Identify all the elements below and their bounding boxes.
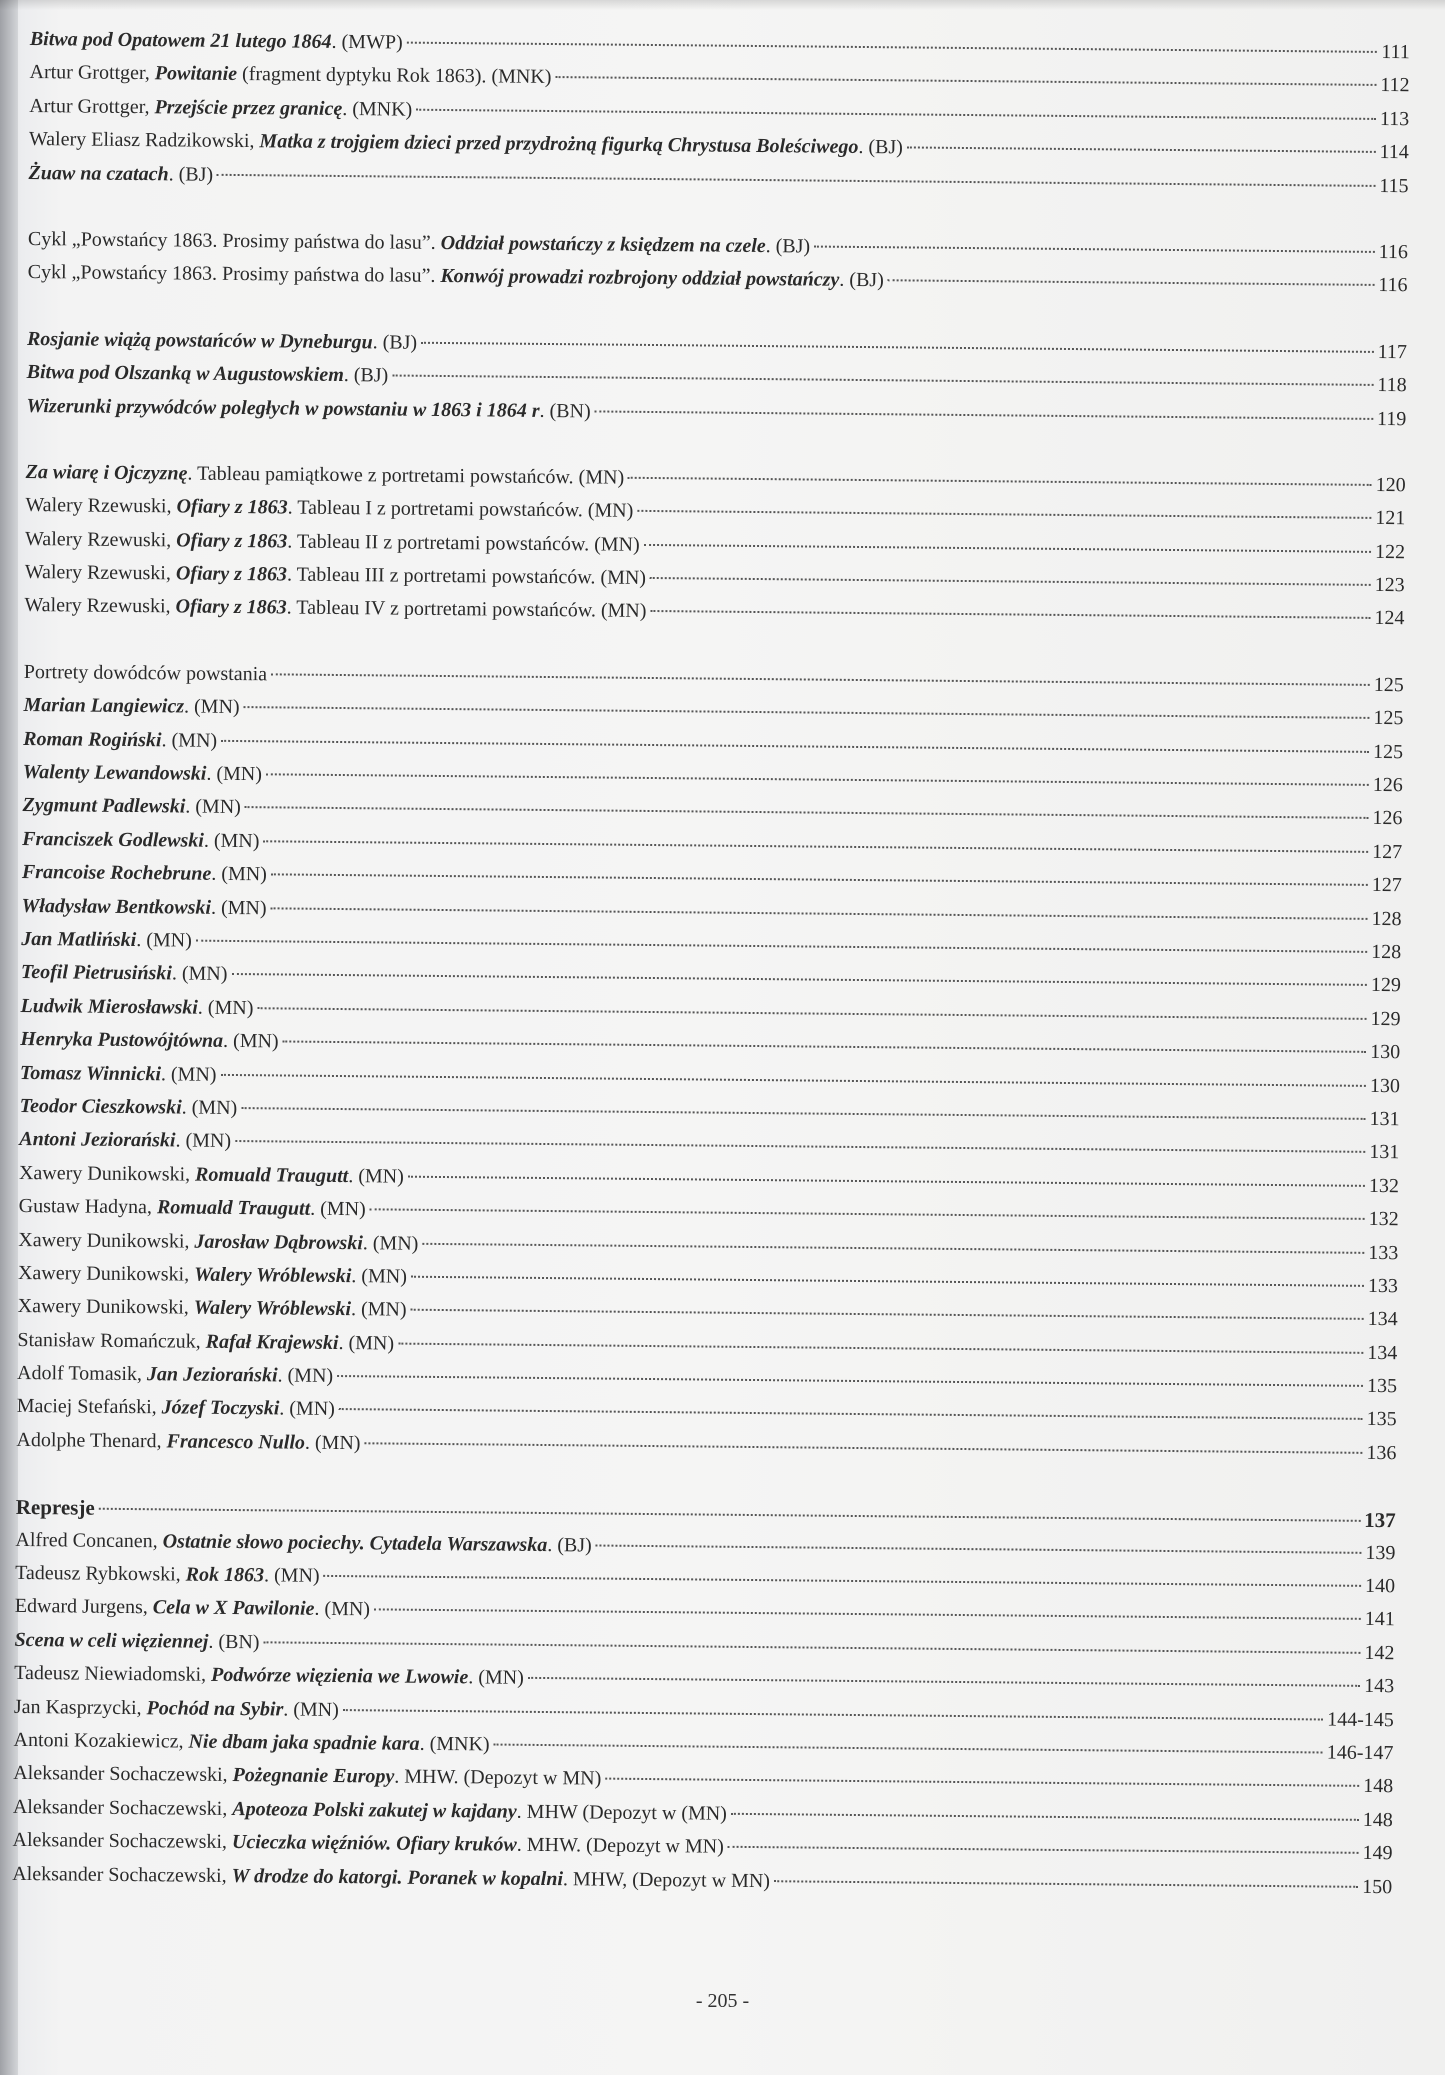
entry-author: Xawery Dunikowski, — [18, 1161, 196, 1186]
entry-title: Jan Matliński — [21, 927, 137, 952]
entry-page-number: 123 — [1374, 574, 1405, 597]
entry-note: . (MN) — [175, 1129, 232, 1153]
entry-title: Nie dbam jaka spadnie kara — [188, 1730, 420, 1755]
entry-page-number: 118 — [1377, 374, 1407, 397]
entry-page-number: 132 — [1368, 1208, 1399, 1231]
entry-page-number: 149 — [1362, 1842, 1393, 1865]
entry-note: . (MN) — [211, 862, 268, 886]
entry-title: Oddział powstańczy z księdzem na czele — [440, 231, 766, 258]
dot-leader — [528, 1677, 1360, 1687]
dot-leader — [343, 1709, 1323, 1720]
entry-title: Teofil Pietrusiński — [20, 961, 172, 985]
entry-note: . (MN) — [283, 1698, 339, 1721]
dot-leader — [231, 973, 1366, 986]
entry-page-number: 124 — [1374, 607, 1405, 630]
entry-text — [15, 1562, 320, 1588]
entry-page-number: 129 — [1370, 1007, 1401, 1030]
entry-title: Rosjanie wiążą powstańców w Dyneburgu — [26, 327, 373, 354]
dot-leader — [324, 1575, 1362, 1587]
entry-page-number: 148 — [1362, 1808, 1393, 1831]
entry-title: Bitwa pod Olszanką w Augustowskiem — [26, 361, 344, 387]
entry-title: Bitwa pod Opatowem 21 lutego 1864 — [29, 28, 332, 53]
dot-leader — [245, 807, 1369, 820]
entry-page-number: 126 — [1372, 807, 1403, 830]
entry-author: Artur Grottger, — [29, 94, 155, 118]
entry-title: Cela w X Pawilonie — [152, 1596, 315, 1621]
entry-note: . (MN) — [160, 1062, 217, 1086]
entry-title: Romuald Traugutt — [156, 1196, 311, 1220]
entry-author: Stanisław Romańczuk, — [17, 1328, 206, 1353]
entry-page-number: 131 — [1369, 1141, 1400, 1164]
entry-title: Pochód na Sybir — [146, 1696, 284, 1721]
entry-page-number: 121 — [1375, 507, 1406, 530]
entry-title: Władysław Bentkowski — [21, 894, 212, 919]
entry-title: Franciszek Godlewski — [22, 827, 205, 852]
entry-title: Ludwik Mierosławski — [20, 994, 198, 1019]
dot-leader — [605, 1778, 1359, 1787]
entry-author: Portrety dowódców powstania — [23, 660, 268, 686]
entry-text — [18, 1295, 407, 1322]
entry-author: Walery Rzewuski, — [24, 594, 176, 618]
entry-note: (fragment dyptyku Rok 1863). (MNK) — [236, 63, 552, 89]
entry-text — [19, 1162, 404, 1189]
entry-page-number: 116 — [1378, 274, 1408, 297]
entry-page-number: 141 — [1364, 1608, 1395, 1631]
dot-leader — [266, 773, 1369, 786]
entry-author: Alfred Concanen, — [15, 1528, 163, 1552]
entry-title: Za wiarę i Ojczyznę — [25, 460, 188, 485]
entry-title: Rafał Krajewski — [205, 1330, 339, 1354]
entry-author: Aleksander Sochaczewski, — [12, 1795, 233, 1820]
entry-text — [26, 461, 625, 490]
entry-text — [30, 28, 403, 55]
dot-leader — [99, 1508, 1361, 1522]
dot-leader — [370, 1208, 1365, 1220]
entry-text — [20, 1095, 238, 1120]
entry-title: W drodze do katorgi. Poranek w kopalni — [231, 1864, 564, 1890]
dot-leader — [263, 840, 1368, 853]
section-page-number: 137 — [1364, 1508, 1396, 1533]
entry-title: Jan Jeziorański — [146, 1363, 278, 1387]
dot-leader — [814, 245, 1375, 252]
entry-title: Antoni Jeziorański — [19, 1128, 176, 1152]
entry-author: Jan Kasprzycki, — [13, 1695, 147, 1719]
entry-text — [13, 1729, 489, 1757]
entry-note: . (BJ) — [858, 136, 903, 159]
dot-leader — [244, 706, 1370, 719]
entry-title: Marian Langiewicz — [23, 694, 185, 718]
entry-title: Konwój prowadzi rozbrojony oddział powstańczy — [440, 265, 840, 292]
entry-note: . (MN) — [222, 1030, 279, 1053]
entry-text — [22, 861, 267, 886]
entry-page-number: 128 — [1371, 907, 1402, 930]
entry-page-number: 112 — [1380, 74, 1410, 97]
entry-title: Powitanie — [154, 62, 238, 86]
dot-leader — [271, 907, 1368, 920]
dot-leader — [235, 1140, 1365, 1153]
entry-text — [14, 1662, 524, 1690]
entry-title: Matka z trojgiem dzieci przed przydrożną figurką Chrystusa Boleściwego — [259, 130, 859, 159]
dot-leader — [731, 1813, 1359, 1821]
dot-leader — [398, 1342, 1363, 1353]
dot-leader — [271, 673, 1370, 686]
entry-page-number: 136 — [1366, 1441, 1397, 1465]
entry-note: . (MN) — [210, 896, 267, 919]
entry-note: . (MN) — [362, 1231, 419, 1255]
entry-page-number: 113 — [1379, 107, 1410, 131]
entry-page-number: 127 — [1372, 840, 1403, 864]
entry-title: Scena w celi więziennej — [14, 1628, 209, 1653]
entry-page-number: 129 — [1370, 974, 1401, 997]
entry-note: . (BJ) — [372, 331, 418, 354]
entry-page-number: 142 — [1364, 1641, 1395, 1664]
entry-author: Adolphe Thenard, — [16, 1428, 167, 1453]
entry-title: Rok 1863 — [185, 1563, 265, 1587]
entry-text — [17, 1362, 333, 1388]
entry-note: . (BJ) — [343, 364, 389, 387]
entry-page-number: 120 — [1375, 473, 1406, 497]
entry-note: . (MN) — [350, 1298, 407, 1321]
entry-title: Ofiary z 1863 — [175, 562, 288, 586]
dot-leader — [421, 342, 1374, 353]
dot-leader — [595, 410, 1373, 419]
dot-leader — [411, 1309, 1364, 1320]
entry-text — [23, 761, 262, 786]
entry-text — [17, 1329, 394, 1356]
entry-text — [25, 494, 633, 523]
entry-note: . (MN) — [136, 929, 192, 952]
entry-page-number: 127 — [1371, 874, 1402, 897]
entry-title: Podwórze więzienia we Lwowie — [210, 1664, 469, 1689]
entry-text — [26, 394, 591, 422]
dot-leader — [217, 173, 1375, 186]
entry-title: Walery Wróblewski — [193, 1296, 352, 1321]
entry-author: Tadeusz Niewiadomski, — [14, 1662, 212, 1687]
entry-title: Teodor Cieszkowski — [19, 1094, 182, 1119]
entry-author: Walery Rzewuski, — [24, 561, 177, 585]
entry-note: . (MN) — [348, 1164, 404, 1188]
dot-leader — [650, 577, 1371, 586]
entry-note: . (BN) — [208, 1630, 260, 1654]
entry-note: . Tableau I z portretami powstańców. (MN) — [287, 496, 634, 523]
entry-author: Walery Eliasz Radzikowski, — [28, 128, 260, 153]
entry-text — [29, 61, 551, 89]
entry-page-number: 144-145 — [1327, 1708, 1394, 1731]
entry-note: . MHW (Depozyt w (MN) — [516, 1800, 727, 1825]
entry-author: Gustaw Hadyna, — [18, 1195, 158, 1219]
entry-page-number: 134 — [1367, 1308, 1398, 1331]
entry-title: Ucieczka więźniów. Ofiary kruków — [231, 1831, 517, 1856]
entry-note: . (MN) — [279, 1397, 335, 1421]
entry-text — [13, 1762, 601, 1791]
entry-page-number: 116 — [1378, 240, 1409, 264]
dot-leader — [392, 375, 1373, 386]
entry-page-number: 111 — [1381, 40, 1410, 64]
entry-text — [21, 961, 228, 986]
entry-text — [15, 1595, 370, 1621]
entry-note: . Tableau pamiątkowe z portretami powstańców. (MN) — [187, 462, 625, 489]
entry-page-number: 119 — [1376, 407, 1407, 430]
dot-leader — [494, 1743, 1323, 1753]
entry-note: . Tableau II z portretami powstańców. (MN) — [287, 530, 640, 556]
entry-title: Francesco Nullo — [166, 1430, 306, 1454]
entry-text — [20, 1061, 217, 1086]
entry-author: Tadeusz Rybkowski, — [15, 1561, 186, 1586]
entry-note: . (BJ) — [765, 235, 811, 258]
entry-note: . Tableau III z portretami powstańców. (MN) — [286, 563, 647, 590]
dot-leader — [337, 1375, 1363, 1387]
entry-note: . MHW, (Depozyt w MN) — [562, 1867, 771, 1892]
entry-note: . (MN) — [338, 1331, 395, 1355]
dot-leader — [628, 477, 1372, 486]
entry-page-number: 125 — [1373, 707, 1404, 730]
entry-title: Francoise Rochebrune — [21, 861, 212, 885]
entry-title: Józef Toczyski — [161, 1396, 280, 1420]
entry-text — [19, 1128, 231, 1153]
entry-note: . (MN) — [185, 795, 241, 819]
entry-text — [23, 694, 239, 719]
dot-leader — [411, 1276, 1364, 1287]
entry-text — [24, 661, 268, 686]
entry-note: . (MN) — [277, 1364, 334, 1388]
entry-text — [20, 1028, 279, 1053]
entry-title: Ostatnie słowo pociechy. Cytadela Warszawska — [162, 1529, 548, 1556]
dot-leader — [422, 1242, 1364, 1253]
dot-leader — [407, 42, 1378, 53]
entry-author: Aleksander Sochaczewski, — [13, 1762, 233, 1787]
entry-page-number: 143 — [1364, 1675, 1395, 1698]
entry-text — [17, 1395, 335, 1421]
entry-text — [29, 95, 412, 122]
dot-leader — [907, 147, 1376, 153]
entry-text — [18, 1228, 418, 1255]
entry-text — [22, 794, 241, 819]
entry-title: Pożegnanie Europy — [232, 1764, 395, 1788]
entry-author: Walery Rzewuski, — [25, 494, 177, 518]
entry-title: Ofiary z 1863 — [176, 495, 288, 519]
entry-note: . (MN) — [183, 695, 240, 719]
entry-page-number: 140 — [1365, 1574, 1396, 1598]
dot-leader — [264, 1641, 1361, 1654]
entry-note: . (BN) — [539, 399, 591, 422]
dot-leader — [374, 1609, 1361, 1620]
entry-page-number: 117 — [1377, 340, 1408, 363]
entry-text — [16, 1429, 360, 1455]
entry-page-number: 125 — [1373, 673, 1404, 697]
entry-text — [27, 328, 417, 355]
entry-page-number: 135 — [1366, 1374, 1398, 1398]
dot-leader — [220, 1073, 1365, 1086]
entry-note: . (MWP) — [331, 30, 403, 54]
entry-note: . (BJ) — [168, 162, 214, 186]
entry-text — [14, 1696, 339, 1722]
dot-leader — [339, 1408, 1363, 1420]
entry-page-number: 125 — [1373, 740, 1404, 763]
entry-title: Żuaw na czatach — [28, 161, 169, 185]
entry-note: . (MN) — [161, 728, 218, 752]
entry-page-number: 114 — [1379, 141, 1409, 164]
entry-page-number: 132 — [1368, 1174, 1400, 1197]
dot-leader — [596, 1544, 1362, 1553]
section-title: Represje — [15, 1495, 95, 1520]
entry-note: . (MN) — [263, 1564, 320, 1587]
dot-leader — [241, 1107, 1365, 1120]
entry-text — [15, 1529, 591, 1558]
entry-title: Tomasz Winnicki — [19, 1061, 162, 1085]
entry-note: . (MN) — [314, 1598, 371, 1621]
dot-leader — [257, 1007, 1366, 1020]
entry-author: Walery Rzewuski, — [24, 527, 177, 552]
entry-note: . (MN) — [197, 996, 254, 1019]
entry-author: Edward Jurgens, — [14, 1595, 153, 1619]
dot-leader — [408, 1175, 1365, 1186]
entry-title: Zygmunt Padlewski — [22, 794, 186, 818]
dot-leader — [774, 1880, 1358, 1888]
dot-leader — [196, 940, 1367, 953]
page-shadow — [0, 0, 1445, 10]
entry-title: Apoteoza Polski zakutej w kajdany — [232, 1797, 517, 1823]
entry-author: Artur Grottger, — [29, 61, 155, 85]
entry-author: Maciej Stefański, — [16, 1395, 162, 1419]
entry-text — [25, 528, 640, 557]
entry-title: Henryka Pustowójtówna — [20, 1028, 224, 1053]
dot-leader — [637, 510, 1371, 519]
entry-title: Jarosław Dąbrowski — [194, 1230, 363, 1254]
entry-author: Xawery Dunikowski, — [17, 1295, 194, 1319]
entry-note: . (MN) — [310, 1197, 366, 1221]
page-number: - 205 - — [695, 1990, 750, 2012]
entry-title: Walenty Lewandowski — [22, 760, 207, 785]
entry-note: . MHW. (Depozyt w MN) — [516, 1833, 724, 1858]
dot-leader — [650, 610, 1370, 619]
entry-page-number: 146-147 — [1326, 1741, 1394, 1765]
entry-text — [25, 561, 646, 590]
entry-note: . (MNK) — [419, 1732, 490, 1756]
entry-title: Ofiary z 1863 — [175, 595, 287, 619]
entry-page-number: 150 — [1362, 1875, 1393, 1898]
entry-note: . (MN) — [181, 1096, 238, 1119]
entry-title: Wizerunki przywódców poległych w powstaniu w 1863 i 1864 r — [26, 394, 540, 422]
entry-text — [14, 1629, 259, 1654]
entry-author: Antoni Kozakiewicz, — [13, 1728, 189, 1753]
entry-text — [27, 361, 389, 387]
entry-page-number: 134 — [1367, 1341, 1398, 1364]
entry-note: . MHW. (Depozyt w MN) — [394, 1765, 602, 1790]
entry-title: Ofiary z 1863 — [176, 529, 288, 553]
entry-title: Przejście przez granicę — [154, 95, 343, 120]
entry-page-number: 133 — [1368, 1241, 1399, 1264]
entry-note: . Tableau IV z portretami powstańców. (MN) — [286, 596, 647, 623]
entry-text — [19, 1195, 366, 1221]
entry-text — [18, 1262, 407, 1289]
entry-note: . (BJ) — [839, 269, 884, 292]
dot-leader — [728, 1846, 1359, 1854]
entry-page-number: 115 — [1379, 174, 1409, 197]
entry-note: . (MN) — [206, 762, 263, 786]
entry-note: . (MN) — [171, 962, 228, 986]
entry-text — [21, 928, 192, 953]
entry-title: Romuald Traugutt — [194, 1163, 349, 1187]
entry-text — [24, 594, 646, 623]
entry-title: Walery Wróblewski — [194, 1263, 352, 1288]
table-of-contents — [12, 28, 1410, 1909]
dot-leader — [416, 108, 1376, 119]
entry-author: Adolf Tomasik, — [16, 1362, 148, 1386]
entry-author: Aleksander Sochaczewski, — [12, 1829, 233, 1854]
entry-page-number: 130 — [1370, 1041, 1401, 1064]
entry-page-number: 122 — [1374, 540, 1406, 563]
entry-page-number: 128 — [1371, 940, 1402, 964]
entry-note: . (MN) — [351, 1265, 408, 1288]
entry-text — [28, 162, 213, 187]
dot-leader — [555, 76, 1376, 86]
dot-leader — [221, 740, 1369, 753]
entry-page-number: 126 — [1372, 773, 1403, 797]
entry-note: . (MN) — [203, 829, 260, 853]
entry-author: Cykl „Powstańcy 1863. Prosimy państwa do lasu”. — [27, 261, 441, 288]
entry-page-number: 148 — [1363, 1775, 1394, 1798]
dot-leader — [364, 1442, 1362, 1454]
entry-note: . (MN) — [468, 1666, 524, 1690]
entry-author: Cykl „Powstańcy 1863. Prosimy państwa do lasu”. — [27, 227, 441, 254]
entry-note: . (MN) — [304, 1431, 361, 1455]
dot-leader — [888, 280, 1375, 287]
dot-leader — [271, 874, 1368, 887]
entry-page-number: 133 — [1367, 1274, 1399, 1298]
dot-leader — [283, 1041, 1367, 1053]
entry-text — [20, 995, 253, 1020]
entry-note: . (BJ) — [547, 1533, 592, 1557]
entry-author: Xawery Dunikowski, — [17, 1261, 195, 1286]
entry-page-number: 131 — [1369, 1107, 1400, 1131]
entry-note: . (MNK) — [342, 97, 413, 121]
entry-text — [21, 895, 266, 920]
entry-author: Aleksander Sochaczewski, — [12, 1862, 232, 1887]
entry-page-number: 130 — [1369, 1074, 1401, 1097]
entry-text — [22, 828, 259, 853]
entry-page-number: 139 — [1365, 1541, 1396, 1564]
entry-text — [23, 728, 217, 753]
entry-title: Roman Rogiński — [23, 727, 162, 751]
dot-leader — [644, 544, 1371, 553]
entry-author: Xawery Dunikowski, — [18, 1228, 195, 1253]
entry-page-number: 135 — [1366, 1408, 1397, 1431]
